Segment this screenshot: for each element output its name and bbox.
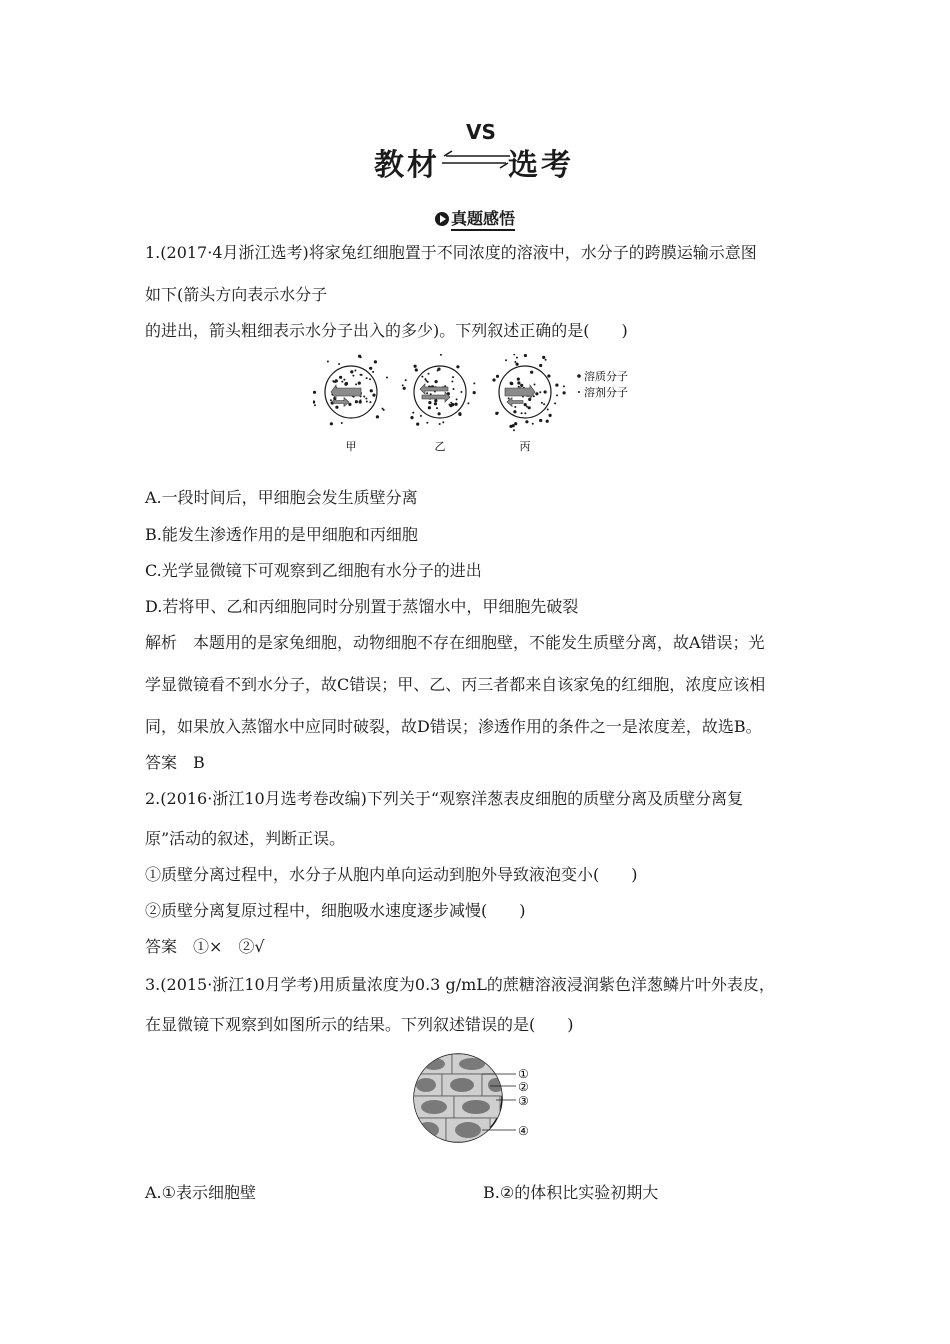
play-icon: [435, 212, 449, 226]
header-vs-text: VS: [466, 120, 496, 144]
header-right-text: 选考: [508, 148, 574, 183]
legend-solute: 溶质分子: [584, 370, 628, 383]
q2-item-1: ①质壁分离过程中，水分子从胞内单向运动到胞外导致液泡变小( ): [145, 865, 638, 884]
section-title: 真题感悟: [0, 206, 950, 229]
q2-answer: 答案 ①× ②√: [145, 937, 265, 956]
q1-answer: 答案 B: [145, 753, 205, 772]
figure-label-1: ①: [518, 1067, 529, 1081]
water-arrow-icon: [420, 384, 448, 394]
q2-stem-line-2: 原”活动的叙述，判断正误。: [145, 829, 346, 848]
cell-osmosis-figure: [313, 354, 673, 454]
legend-solvent: 溶剂分子: [584, 386, 628, 399]
q1-stem-line-3: 的进出，箭头粗细表示水分子出入的多少)。下列叙述正确的是( ): [145, 321, 628, 340]
header-left-text: 教材: [374, 148, 440, 183]
water-arrow-icon: [331, 385, 361, 399]
solute-legend-dot: [577, 374, 581, 378]
figure-label-jia: 甲: [345, 440, 357, 453]
page-header: [0, 118, 950, 188]
figure-label-2: ②: [518, 1080, 529, 1094]
solvent-legend-dot: [578, 391, 580, 393]
figure-label-yi: 乙: [434, 440, 446, 453]
q1-analysis-line-1: 解析 本题用的是家兔细胞，动物细胞不存在细胞壁，不能发生质壁分离，故A错误；光: [145, 633, 765, 652]
q1-option-a: A.一段时间后，甲细胞会发生质壁分离: [145, 488, 418, 507]
cell-membrane: [414, 366, 466, 418]
q1-analysis-line-3: 同，如果放入蒸馏水中应同时破裂，故D错误；渗透作用的条件之一是浓度差，故选B。: [145, 717, 762, 736]
q2-stem-line-1: 2.(2016·浙江10月选考卷改编)下列关于“观察洋葱表皮细胞的质壁分离及质壁分离复: [145, 789, 744, 808]
q1-stem-line-1: 1.(2017·4月浙江选考)将家兔红细胞置于不同浓度的溶液中，水分子的跨膜运输示意图: [145, 243, 757, 262]
q1-option-b: B.能发生渗透作用的是甲细胞和丙细胞: [145, 525, 418, 544]
q3-option-a: A.①表示细胞壁: [145, 1183, 256, 1202]
q1-analysis-line-2: 学显微镜看不到水分子，故C错误；甲、乙、丙三者都来自该家兔的红细胞，浓度应该相: [145, 675, 766, 694]
water-arrow-icon: [505, 385, 535, 399]
q3-stem-line-2: 在显微镜下观察到如图所示的结果。下列叙述错误的是( ): [145, 1015, 574, 1034]
figure-label-4: ④: [518, 1124, 529, 1138]
q3-stem-line-1: 3.(2015·浙江10月学考)用质量浓度为0.3 g/mL的蔗糖溶液浸润紫色洋葱鳞片叶外表皮，: [145, 975, 775, 994]
q2-item-2: ②质壁分离复原过程中，细胞吸水速度逐步减慢( ): [145, 901, 526, 920]
q3-option-b: B.②的体积比实验初期大: [483, 1183, 659, 1202]
q1-stem-line-2: 如下(箭头方向表示水分子: [145, 285, 328, 304]
onion-cell-microscope-figure: [412, 1050, 542, 1146]
figure-label-3: ③: [518, 1094, 529, 1108]
q1-option-d: D.若将甲、乙和丙细胞同时分别置于蒸馏水中，甲细胞先破裂: [145, 597, 579, 616]
q1-option-c: C.光学显微镜下可观察到乙细胞有水分子的进出: [145, 561, 482, 580]
double-arrow-icon: [440, 148, 512, 172]
figure-label-bing: 丙: [519, 440, 531, 453]
